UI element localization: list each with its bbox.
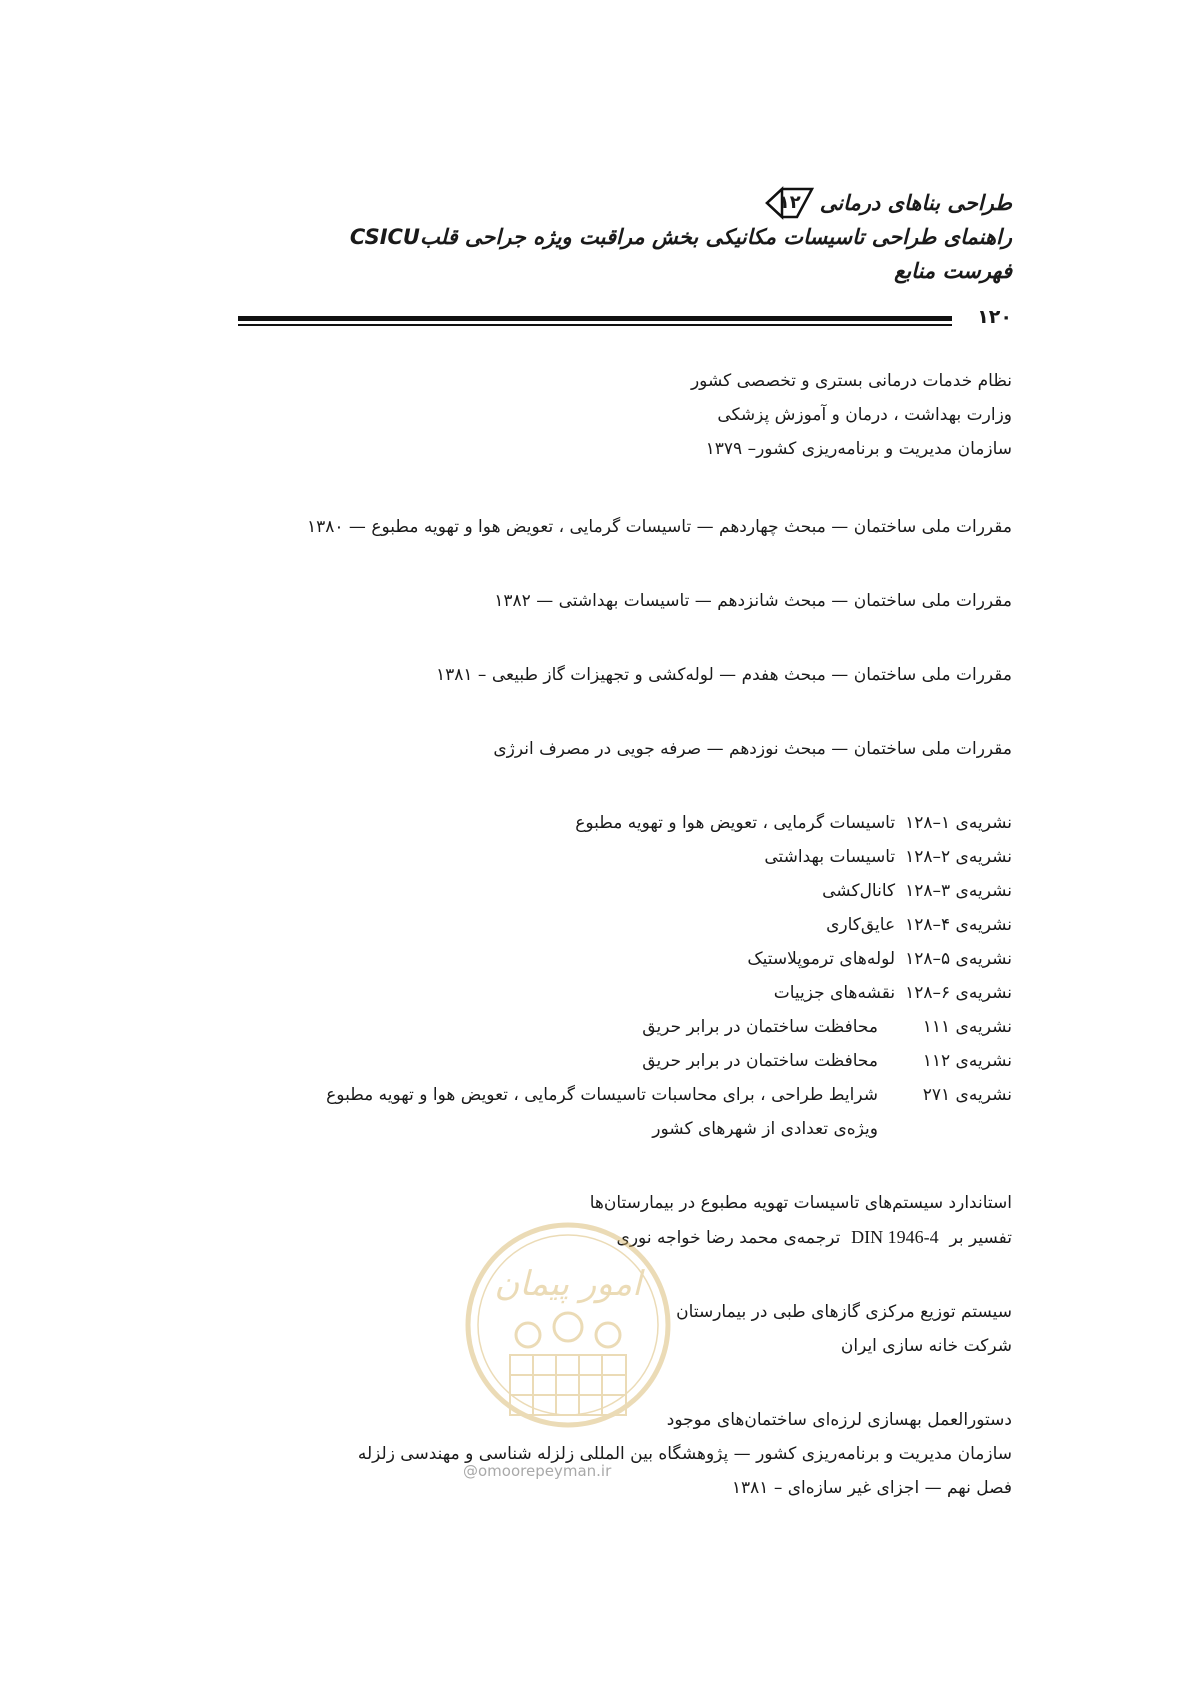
publication-continuation [152, 1112, 1012, 1146]
publication-row [152, 840, 1012, 874]
reference-4 [152, 658, 1012, 692]
publication-row [152, 806, 1012, 840]
publication-row [152, 1044, 1012, 1078]
page-number: ۱۲۰ [977, 306, 1012, 328]
publications-table [152, 806, 1012, 1146]
publication-title: شرایط طراحی ، برای محاسبات تاسیسات گرمایی ، تعویض هوا و تهویه مطبوع [326, 1085, 878, 1105]
header-subtitle-text: راهنمای طراحی تاسیسات مکانیکی بخش مراقبت ویژه جراحی قلب [420, 225, 1012, 249]
watermark-logo-icon [458, 1215, 678, 1455]
header-section-title: فهرست منابع [894, 259, 1012, 283]
reference-8-line-1: سیستم توزیع مرکزی گازهای طبی در بیمارستان [676, 1302, 1012, 1322]
reference-1-line-2: وزارت بهداشت ، درمان و آموزش پزشکی [717, 405, 1012, 425]
publication-code: نشریه‌ی ۲–۱۲۸ [905, 847, 1012, 867]
reference-5 [152, 732, 1012, 766]
divider-thick [238, 316, 952, 321]
publication-row [152, 874, 1012, 908]
chapter-number: ۱۲ [778, 192, 801, 213]
publication-title: محافظت ساختمان در برابر حریق [642, 1051, 878, 1071]
reference-9-line-1: دستورالعمل بهسازی لرزه‌ای ساختمان‌های موجود [666, 1410, 1012, 1430]
reference-2 [152, 510, 1012, 544]
publication-title: نقشه‌های جزییات [773, 983, 896, 1003]
divider-thin [238, 324, 952, 326]
reference-7-line-1: استاندارد سیستم‌های تاسیسات تهویه مطبوع در بیمارستان‌ها [589, 1193, 1012, 1213]
publication-row [152, 1010, 1012, 1044]
publication-title: محافظت ساختمان در برابر حریق [642, 1017, 878, 1037]
publication-code: نشریه‌ی ۳–۱۲۸ [905, 881, 1012, 901]
reference-4-line: مقررات ملی ساختمان — مبحث هفدم — لوله‌کشی و تجهیزات گاز طبیعی – ۱۳۸۱ [436, 665, 1012, 685]
publication-row [152, 908, 1012, 942]
watermark-url: @omoorepeyman.ir [463, 1462, 612, 1480]
header-subtitle-code: CSICU [349, 225, 420, 249]
publication-code: نشریه‌ی ۴–۱۲۸ [905, 915, 1012, 935]
reference-5-line: مقررات ملی ساختمان — مبحث نوزدهم — صرفه جویی در مصرف انرژی [493, 739, 1012, 759]
publication-row [152, 976, 1012, 1010]
publication-title: تاسیسات بهداشتی [764, 847, 896, 867]
reference-3-line: مقررات ملی ساختمان — مبحث شانزدهم — تاسیسات بهداشتی — ۱۳۸۲ [494, 591, 1012, 611]
publication-code: نشریه‌ی ۱۱۱ [922, 1017, 1012, 1037]
reference-9-line-3: فصل نهم — اجزای غیر سازه‌ای – ۱۳۸۱ [731, 1478, 1012, 1498]
header-divider [238, 316, 952, 326]
publication-title: لوله‌های ترموپلاستیک [747, 949, 896, 969]
din-standard-code: DIN 1946-4 [851, 1227, 939, 1247]
publication-code: نشریه‌ی ۵–۱۲۸ [905, 949, 1012, 969]
publication-code: نشریه‌ی ۶–۱۲۸ [905, 983, 1012, 1003]
watermark-logo-text: امور پیمان [494, 1264, 642, 1304]
reference-3 [152, 584, 1012, 618]
publication-title: عایق‌کاری [826, 915, 896, 935]
publication-code: نشریه‌ی ۱۱۲ [922, 1051, 1012, 1071]
page-header [192, 186, 1012, 288]
reference-8-line-2: شرکت خانه سازی ایران [840, 1336, 1012, 1356]
publication-row [152, 1078, 1012, 1112]
reference-9-line-2: سازمان مدیریت و برنامه‌ریزی کشور — پژوهشگاه بین المللی زلزله شناسی و مهندسی زلزله [357, 1444, 1012, 1464]
publication-row [152, 942, 1012, 976]
publication-code: نشریه‌ی ۱–۱۲۸ [905, 813, 1012, 833]
header-series-title: طراحی بناهای درمانی [819, 191, 1012, 215]
reference-2-line: مقررات ملی ساختمان — مبحث چهاردهم — تاسیسات گرمایی ، تعویض هوا و تهویه مطبوع — ۱۳۸۰ [307, 517, 1012, 537]
chapter-badge [764, 186, 816, 220]
publication-code: نشریه‌ی ۲۷۱ [922, 1085, 1012, 1105]
reference-7-prefix: تفسیر بر [949, 1228, 1012, 1248]
publication-title: تاسیسات گرمایی ، تعویض هوا و تهویه مطبوع [575, 813, 896, 833]
publication-title: کانال‌کشی [822, 881, 896, 901]
reference-7-translator: ترجمه‌ی محمد رضا خواجه نوری [616, 1228, 841, 1248]
reference-1 [152, 364, 1012, 466]
header-subtitle [192, 220, 1012, 254]
reference-1-line-3: سازمان مدیریت و برنامه‌ریزی کشور– ۱۳۷۹ [705, 439, 1012, 459]
publication-title-continued: ویژه‌ی تعدادی از شهرهای کشور [652, 1119, 878, 1139]
header-series-line [192, 186, 1012, 220]
reference-1-line-1: نظام خدمات درمانی بستری و تخصصی کشور [690, 371, 1012, 391]
